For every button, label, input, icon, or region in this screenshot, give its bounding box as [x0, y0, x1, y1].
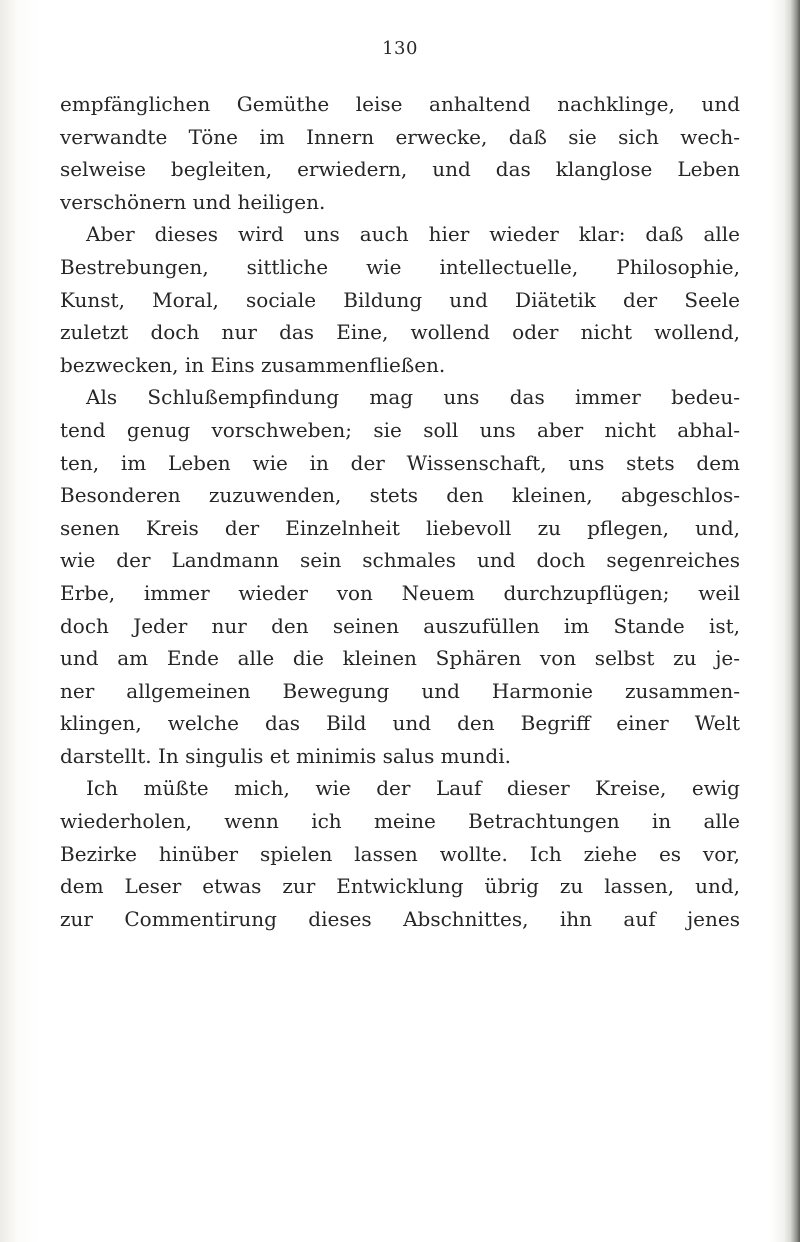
text-line: Bezirke hinüber spielen lassen wollte. Ich ziehe es vor,: [60, 841, 740, 866]
text-line: Aber dieses wird uns auch hier wieder klar: daß alle: [86, 222, 740, 247]
text-line: senen Kreis der Einzelnheit liebevoll zu pflegen, und,: [60, 515, 740, 540]
page-edge-shadow: [784, 0, 800, 1242]
text-line: doch Jeder nur den seinen auszufüllen im Stande ist,: [60, 613, 740, 638]
text-line: ner allgemeinen Bewegung und Harmonie zusammen-: [60, 678, 740, 703]
text-line: zuletzt doch nur das Eine, wollend oder nicht wollend,: [60, 320, 740, 345]
text-line: Besonderen zuzuwenden, stets den kleinen, abgeschlos-: [60, 483, 740, 508]
page-number: 130: [382, 38, 418, 59]
text-line: zur Commentirung dieses Abschnittes, ihn auf jenes: [60, 906, 740, 931]
text-line: selweise begleiten, erwiedern, und das klanglose Leben: [60, 157, 740, 182]
text-line: Kunst, Moral, sociale Bildung und Diätetik der Seele: [60, 287, 740, 312]
text-line: Ich müßte mich, wie der Lauf dieser Kreise, ewig: [86, 776, 740, 801]
text-line: und am Ende alle die kleinen Sphären von selbst zu je-: [60, 646, 740, 671]
page-gutter-shadow: [0, 0, 18, 1242]
text-line: klingen, welche das Bild und den Begriff einer Welt: [60, 711, 740, 736]
text-line: Bestrebungen, sittliche wie intellectuelle, Philosophie,: [60, 254, 740, 279]
body-text: [60, 88, 740, 935]
text-line: tend genug vorschweben; sie soll uns aber nicht abhal-: [60, 417, 740, 442]
text-line: verschönern und heiligen.: [60, 189, 326, 214]
text-line: wiederholen, wenn ich meine Betrachtungen in alle: [60, 809, 740, 834]
text-line: dem Leser etwas zur Entwicklung übrig zu lassen, und,: [60, 874, 740, 899]
text-line: verwandte Töne im Innern erwecke, daß sie sich wech-: [60, 124, 740, 149]
text-line: Als Schlußempfindung mag uns das immer bedeu-: [86, 385, 740, 410]
text-line: ten, im Leben wie in der Wissenschaft, uns stets dem: [60, 450, 740, 475]
text-line: empfänglichen Gemüthe leise anhaltend nachklinge, und: [60, 92, 740, 116]
text-line: Erbe, immer wieder von Neuem durchzupflügen; weil: [60, 580, 740, 605]
text-line: bezwecken, in Eins zusammenfließen.: [60, 352, 446, 377]
text-line: wie der Landmann sein schmales und doch segenreiches: [60, 548, 740, 573]
text-line: darstellt. In singulis et minimis salus mundi.: [60, 743, 511, 768]
